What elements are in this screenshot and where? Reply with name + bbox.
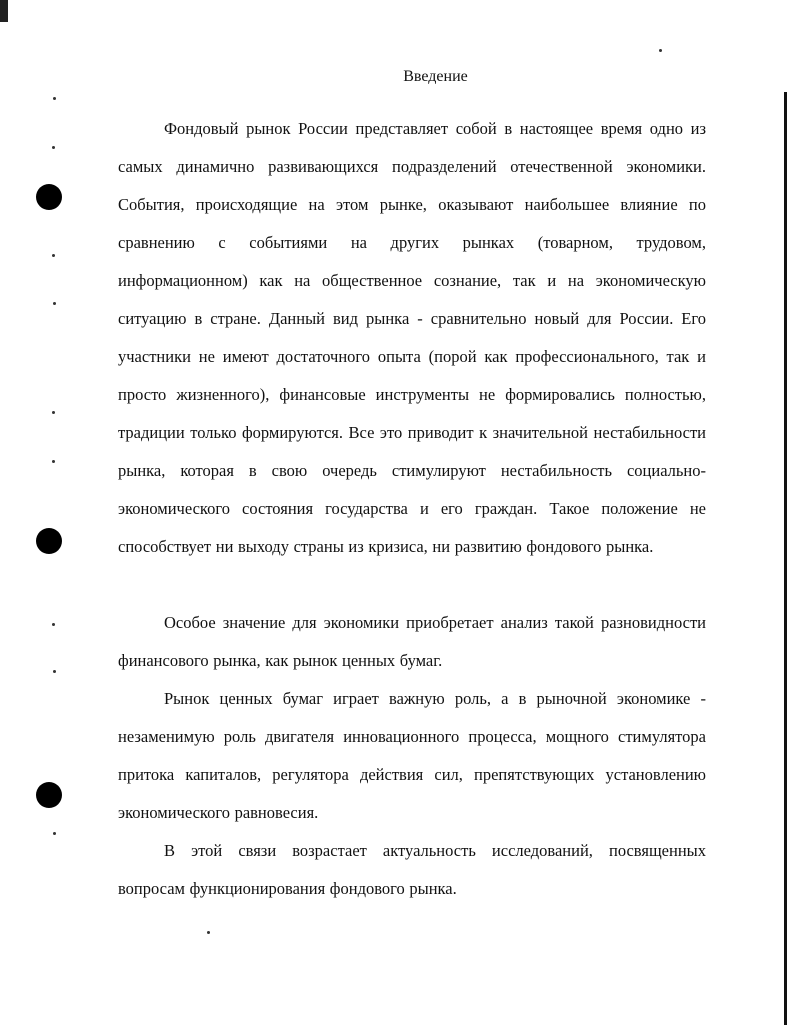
scan-speck (659, 49, 662, 52)
scan-edge-mark (0, 0, 8, 22)
scan-speck (207, 931, 210, 934)
paragraph: Фондовый рынок России представляет собой в настоящее время одно из самых динамично развивающихся подразделений отечественной экономики. События, происходящие на этом рынке, оказывают наибольшее влияние по сравнению с событиями на других рынках (товарном, трудовом, информационном) как на общественное сознание, так и на экономическую ситуацию в стране. Данный вид рынка - сравнительно новый для России. Его участники не имеют достаточного опыта (порой как профессионального, так и просто жизненного), финансовые инструменты не формировались полностью, традиции только формируются. Все это приводит к значительной нестабильности рынка, которая в свою очередь стимулируют нестабильность социально-экономического состояния государства и его граждан. Такое положение не способствует ни выходу страны из кризиса, ни развитию фондового рынка. (118, 119, 706, 556)
punch-hole (36, 184, 62, 210)
paragraph: Рынок ценных бумаг играет важную роль, а в рыночной экономике - незаменимую роль двигателя инновационного процесса, мощного стимулятора притока капиталов, регулятора действия сил, препятствующих установлению экономического равновесия. (118, 689, 706, 822)
scan-speck (53, 97, 56, 100)
page-title: Введение (403, 68, 468, 85)
scan-speck (52, 146, 55, 149)
scan-speck (53, 832, 56, 835)
scan-speck (52, 460, 55, 463)
paragraph: Особое значение для экономики приобретает анализ такой разновидности финансового рынка, как рынок ценных бумаг. (118, 613, 706, 670)
scan-speck (53, 302, 56, 305)
paragraph: В этой связи возрастает актуальность исследований, посвященных вопросам функционирования фондового рынка. (118, 841, 706, 898)
scan-speck (53, 670, 56, 673)
scan-edge-line (784, 92, 787, 1025)
scan-speck (52, 623, 55, 626)
scan-speck (52, 411, 55, 414)
punch-hole (36, 528, 62, 554)
scan-speck (52, 254, 55, 257)
punch-hole (36, 782, 62, 808)
